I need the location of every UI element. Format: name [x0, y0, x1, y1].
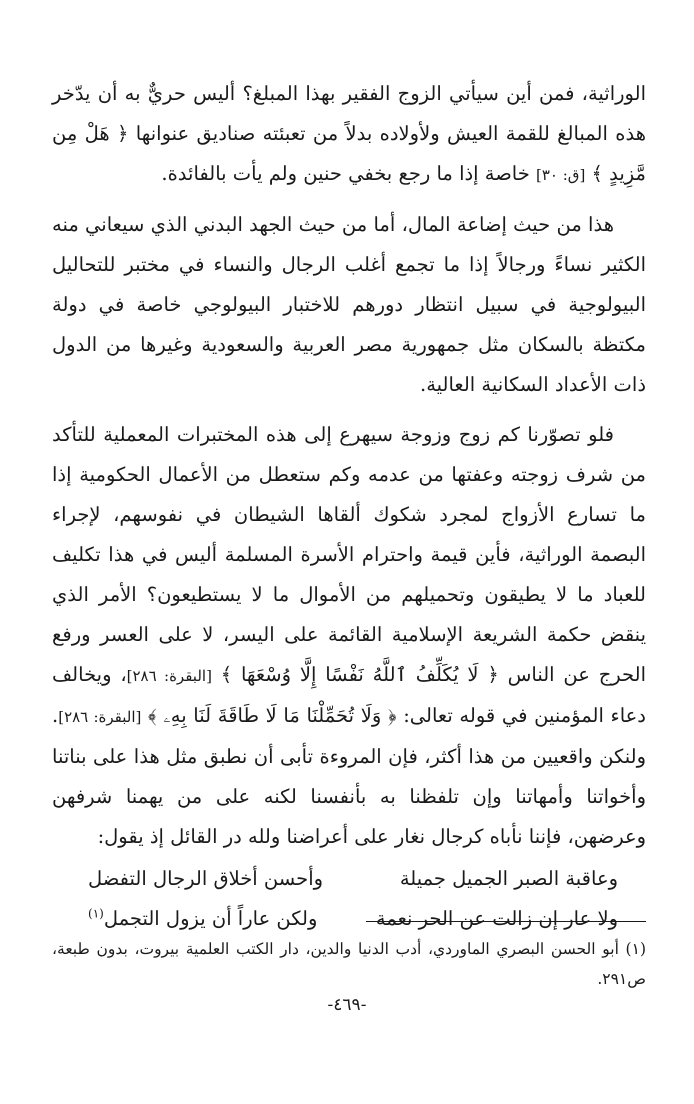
footnote-divider — [366, 921, 646, 922]
paragraph-3-text-mid: ، ويخالف دعاء المؤمنين في قوله تعالى: ﴿ وَلَا تُحَمِّلْنَا مَا لَا طَاقَةَ لَنَا بِهِۦ ﴾ — [52, 663, 646, 727]
poem-verse — [88, 859, 618, 899]
footnote-text: (١) أبو الحسن البصري الماوردي، أدب الدنيا والدين، دار الكتب العلمية بيروت، بدون طبعة، ص٢٩١. — [52, 940, 646, 988]
poem-verse — [88, 899, 618, 939]
footnote-marker[interactable]: (١) — [88, 906, 104, 921]
poem-first-hemistich: ولا عار إن زالت عن الحر نعمة — [375, 907, 618, 930]
paragraph-2-text: هذا من حيث إضاعة المال، أما من حيث الجهد البدني الذي سيعاني منه الكثير نساءً ورجالاً إذا ما تجمع أغلب الرجال والنساء في مختبر للتحاليل البيولوجية في سبيل انتظار دورهم للاختبار البيولوجي خاصة في دولة مكتظة بالسكان مثل جمهورية مصر العربية والسعودية وغيرها من الدول ذات الأعداد السكانية العالية. — [52, 213, 646, 396]
page-number: -٤٦٩- — [327, 995, 367, 1015]
poem-first-hemistich: وعاقبة الصبر الجميل جميلة — [399, 867, 618, 890]
poem-second-hemistich-text: ولكن عاراً أن يزول التجمل — [103, 907, 318, 930]
paragraph-3-text: فلو تصوّرنا كم زوج وزوجة سيهرع إلى هذه المختبرات المعملية للتأكد من شرف زوجته وعفتها من عدمه وكم ستعطل من الأعمال الحكومية إذا ما تسارع الأزواج لمجرد شكوك ألقاها الشيطان في نفوسهم، لإجراء البصمة الوراثية، فأين قيمة واحترام الأسرة المسلمة أليس في هذا تكليف للعباد ما لا يطيقون وتحميلهم من الأموال ما لا يستطيعون؟ الأمر الذي ينقض حكمة الشريعة الإسلامية القائمة على اليسر، لا على العسر ورفع الحرج عن الناس ﴿ لَا يُكَلِّفُ ٱللَّهُ نَفْسًا إِلَّا وُسْعَهَا ﴾ — [52, 423, 646, 686]
paragraph-1 — [52, 74, 646, 195]
paragraph-2 — [52, 205, 646, 405]
paragraph-1-text: الوراثية، فمن أين سيأتي الزوج الفقير بهذا المبلغ؟ أليس حريٌّ به أن يدّخر هذه المبالغ للقمة العيش ولأولاده بدلاً من تعبئته صناديق عنوانها ﴿ هَلْ مِن مَّزِيدٍ ﴾ — [52, 82, 646, 185]
quran-reference: [ق: ٣٠] — [536, 166, 586, 184]
quran-reference: [البقرة: ٢٨٦] — [58, 708, 142, 726]
footnote — [52, 934, 646, 994]
quran-reference: [البقرة: ٢٨٦] — [126, 667, 212, 685]
poem-second-hemistich: وأحسن أخلاق الرجال التفضل — [88, 867, 324, 890]
paragraph-3-text-end: . ولنكن واقعيين من هذا أكثر، فإن المروءة تأبى أن نطبق مثل هذا على بناتنا وأخواتنا وأمهاتنا وإن تلفظنا به بأنفسنا لكنه على من يهمنا شرفهن وعرضهن، فإننا نأباه كرجال نغار على أعراضنا ولله در القائل إذ يقول: — [52, 704, 646, 848]
paragraph-1-text-end: خاصة إذا ما رجع بخفي حنين ولم يأت بالفائدة. — [161, 162, 536, 185]
poem — [88, 859, 618, 939]
main-text — [52, 74, 646, 939]
paragraph-3 — [52, 415, 646, 857]
poem-second-hemistich — [88, 899, 317, 939]
